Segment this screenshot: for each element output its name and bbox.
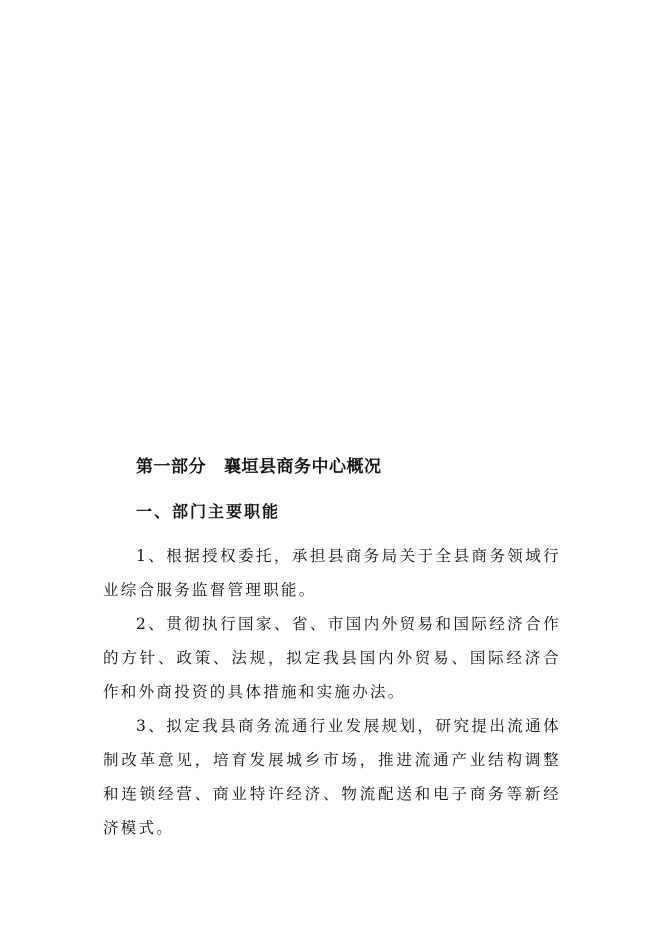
paragraph-3: 3、拟定我县商务流通行业发展规划，研究提出流通体制改革意见，培育发展城乡市场，推进流通产业结构调整和连锁经营、商业特许经济、物流配送和电子商务等新经济模式。 xyxy=(103,717,561,837)
paragraph-2: 2、贯彻执行国家、省、市国内外贸易和国际经济合作的方针、政策、法规，拟定我县国内外贸易、国际经济合作和外商投资的具体措施和实施办法。 xyxy=(103,615,561,701)
part-title-label: 第一部分 xyxy=(136,457,206,477)
part-title-name: 襄垣县商务中心概况 xyxy=(224,457,382,477)
part-title xyxy=(136,452,382,477)
section-heading: 一、部门主要职能 xyxy=(136,502,281,521)
paragraph-1: 1、根据授权委托，承担县商务局关于全县商务领域行业综合服务监督管理职能。 xyxy=(103,547,561,599)
